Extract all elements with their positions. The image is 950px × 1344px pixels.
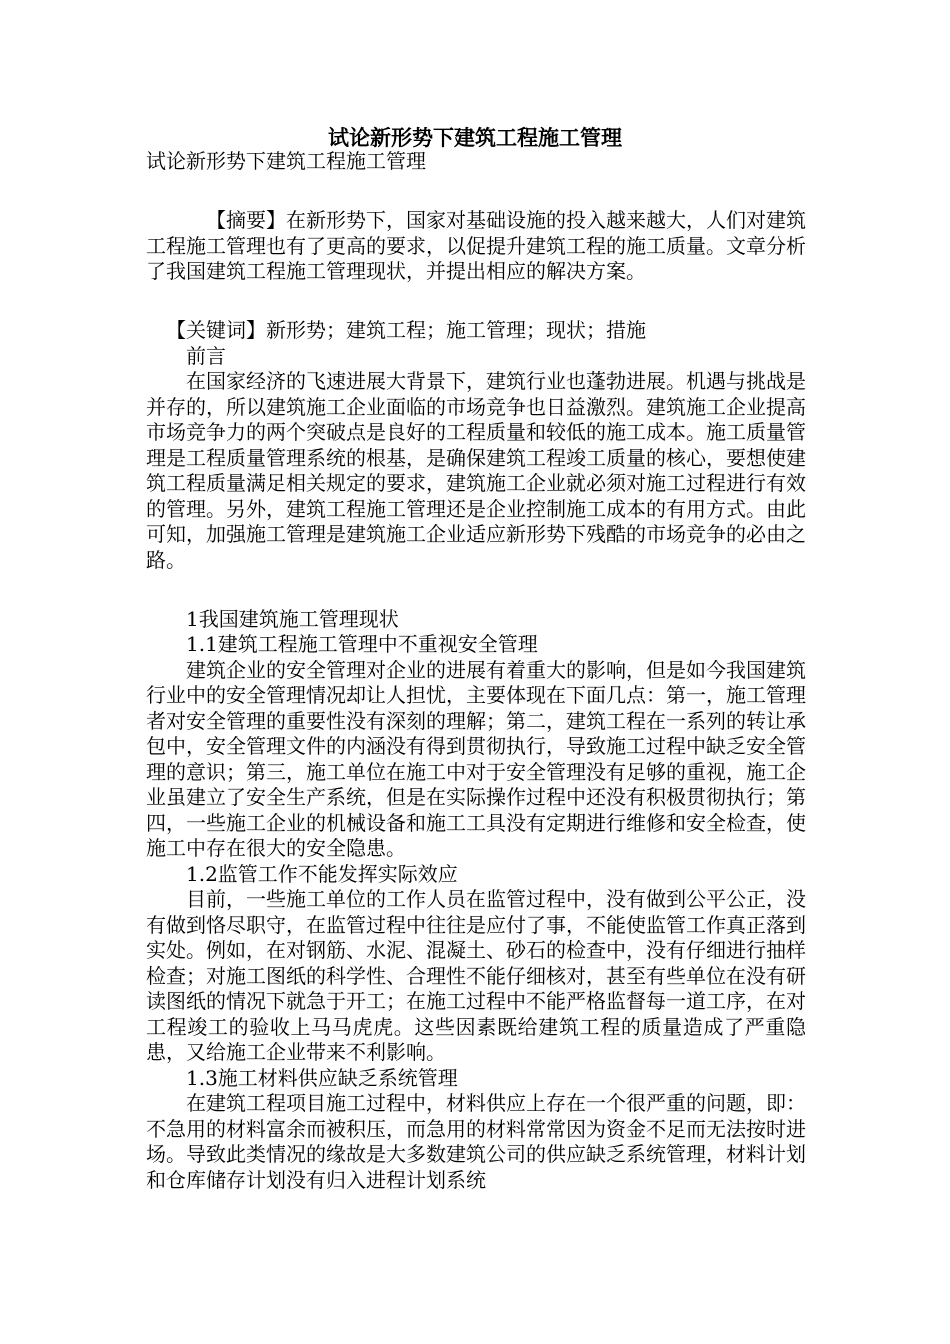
section-1-2-heading: 1.2监管工作不能发挥实际效应 bbox=[186, 861, 458, 886]
section-1-3-paragraph: 在建筑工程项目施工过程中，材料供应上存在一个很严重的问题，即：不急用的材料富余而被积压，而急用的材料常常因为资金不足而无法按时进场。导致此类情况的缘故是大多数建筑公司的供应缺乏系统管理，材料计划和仓库储存计划没有归入进程计划系统 bbox=[146, 1091, 806, 1192]
spacer bbox=[146, 285, 806, 311]
section-1-1-paragraph: 建筑企业的安全管理对企业的进展有着重大的影响，但是如今我国建筑行业中的安全管理情况却让人担忧，主要体现在下面几点：第一，施工管理者对安全管理的重要性没有深刻的理解；第二，建筑工程在一系列的转让承包中，安全管理文件的内涵没有得到贯彻执行，导致施工过程中缺乏安全管理的意识；第三，施工单位在施工中对于安全管理没有足够的重视，施工企业虽建立了安全生产系统，但是在实际操作过程中还没有积极贯彻执行；第四，一些施工企业的机械设备和施工工具没有定期进行维修和安全检查，使施工中存在很大的安全隐患。 bbox=[146, 657, 806, 860]
preface-paragraph: 在国家经济的飞速进展大背景下，建筑行业也蓬勃进展。机遇与挑战是并存的，所以建筑施工企业面临的市场竞争也日益激烈。建筑施工企业提高市场竞争力的两个突破点是良好的工程质量和较低的施工成本。施工质量管理是工程质量管理系统的根基，是确保建筑工程竣工质量的核心，要想使建筑工程质量满足相关规定的要求，建筑施工企业就必须对施工过程进行有效的管理。另外，建筑工程施工管理还是企业控制施工成本的有用方式。由此可知，加强施工管理是建筑施工企业适应新形势下残酷的市场竞争的必由之路。 bbox=[146, 369, 806, 572]
spacer bbox=[146, 599, 806, 607]
keywords-paragraph: 【关键词】新形势；建筑工程；施工管理；现状；措施 bbox=[166, 318, 646, 342]
spacer bbox=[146, 200, 806, 208]
abstract-paragraph: 【摘要】在新形势下，国家对基础设施的投入越来越大，人们对建筑工程施工管理也有了更高的要求，以促提升建筑工程的施工质量。文章分析了我国建筑工程施工管理现状，并提出相应的解决方案。 bbox=[146, 208, 806, 283]
section-1-1-heading: 1.1建筑工程施工管理中不重视安全管理 bbox=[186, 632, 538, 656]
section-1-2-paragraph: 目前，一些施工单位的工作人员在监管过程中，没有做到公平公正，没有做到恪尽职守，在监管过程中往往是应付了事，不能使监管工作真正落到实处。例如，在对钢筋、水泥、混凝土、砂石的检查中，没有仔细进行抽样检查；对施工图纸的科学性、合理性不能仔细核对，甚至有些单位在没有研读图纸的情况下就急于开工；在施工过程中不能严格监督每一道工序，在对工程竣工的验收上马马虎虎。这些因素既给建筑工程的质量造成了严重隐患，又给施工企业带来不利影响。 bbox=[146, 887, 806, 1064]
document-subtitle: 试论新形势下建筑工程施工管理 bbox=[146, 149, 426, 173]
document-body bbox=[146, 149, 806, 1193]
section-1-3-heading: 1.3施工材料供应缺乏系统管理 bbox=[186, 1065, 458, 1090]
document-title: 试论新形势下建筑工程施工管理 bbox=[328, 125, 622, 150]
section-1-heading: 1我国建筑施工管理现状 bbox=[186, 606, 399, 631]
spacer bbox=[146, 175, 806, 201]
spacer bbox=[146, 573, 806, 599]
spacer bbox=[146, 310, 806, 318]
preface-heading: 前言 bbox=[186, 343, 226, 368]
